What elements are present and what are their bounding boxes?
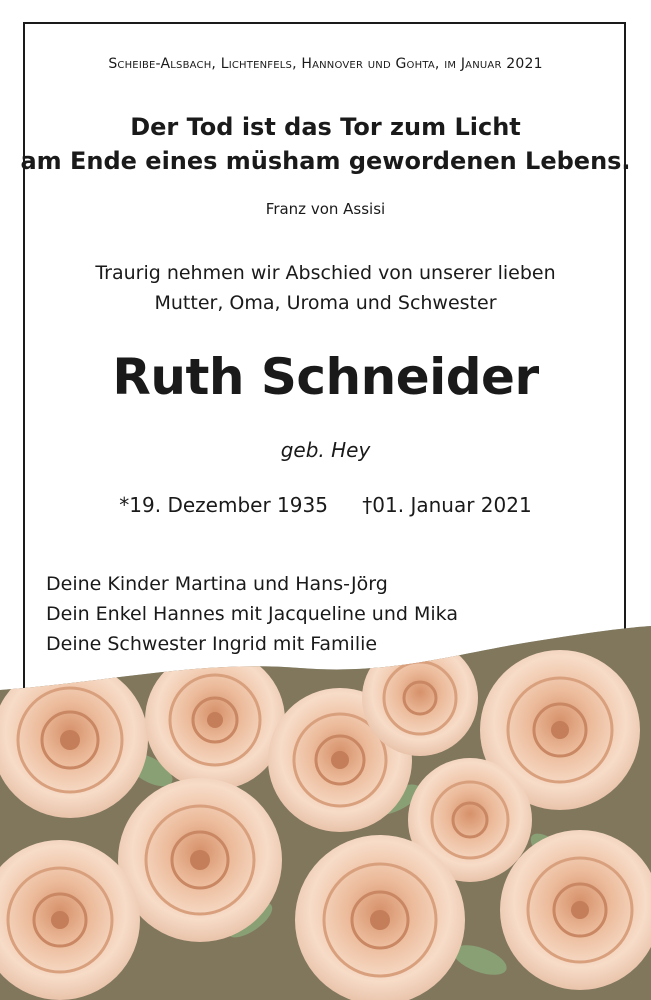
life-dates (0, 493, 651, 517)
quote-line-1: Der Tod ist das Tor zum Licht (130, 113, 521, 141)
roses-photo (0, 620, 651, 1000)
intro-line-1: Traurig nehmen wir Abschied von unserer lieben (95, 262, 556, 284)
quote (0, 110, 651, 178)
quote-line-2: am Ende eines müsham gewordenen Lebens. (20, 147, 631, 175)
place-and-date: Scheibe-Alsbach, Lichtenfels, Hannover und Gohta, im Januar 2021 (108, 56, 543, 72)
quote-author: Franz von Assisi (265, 200, 386, 218)
intro-text (0, 258, 651, 318)
mourners-list (46, 569, 566, 659)
birth-date: *19. Dezember 1935 (119, 493, 328, 517)
deceased-name: Ruth Schneider (112, 348, 539, 406)
intro-line-2: Mutter, Oma, Uroma und Schwester (154, 292, 497, 314)
death-date: †01. Januar 2021 (362, 493, 532, 517)
mourner-line: Deine Schwester Ingrid mit Familie (46, 633, 378, 655)
mourner-line: Dein Enkel Hannes mit Jacqueline und Mika (46, 603, 458, 625)
mourner-line: Deine Kinder Martina und Hans-Jörg (46, 573, 388, 595)
birth-name: geb. Hey (280, 438, 371, 462)
